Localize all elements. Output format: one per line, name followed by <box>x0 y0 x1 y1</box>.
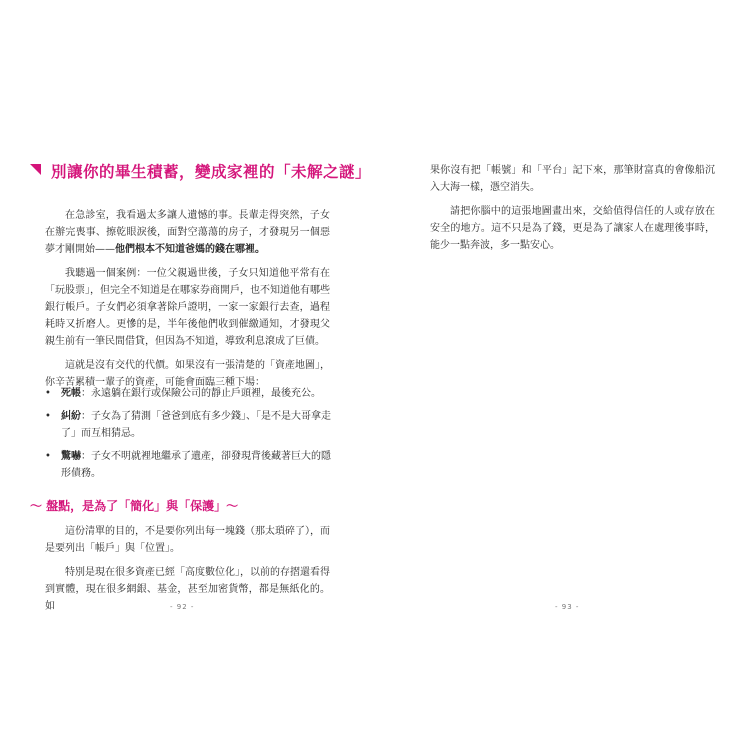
paragraph-bold-text: 他們根本不知道爸媽的錢在哪裡。 <box>115 244 265 255</box>
paragraph <box>45 265 330 350</box>
chapter-heading-text: 別讓你的畢生積蓄，變成家裡的「未解之謎」 <box>51 162 372 181</box>
paragraph-text: 這就是沒有交代的代價。如果沒有一張清楚的「資產地圖」，你辛苦累積一輩子的資產，可能會面臨三種下場： <box>45 360 330 388</box>
paragraph <box>45 207 330 258</box>
paragraph: 果你沒有把「帳號」和「平台」記下來，那筆財富真的會像船沉入大海一樣，憑空消失。 <box>430 165 715 193</box>
section-heading: ～ 盤點，是為了「簡化」與「保護」～ <box>30 499 239 513</box>
chapter-heading <box>30 160 372 182</box>
bullet-text: ：子女不明就裡地繼承了遺產，卻發現背後藏著巨大的隱形債務。 <box>61 451 331 479</box>
bullet-text: ：子女為了猜測「爸爸到底有多少錢」、「是不是大哥拿走了」而互相猜忌。 <box>61 411 331 439</box>
list-item <box>45 448 335 482</box>
paragraph: 特別是現在很多資產已經「高度數位化」，以前的存摺還看得到實體，現在很多網銀、基金，甚至加密貨幣，都是無紙化的。如 <box>45 567 330 612</box>
bullet-label: 驚嚇 <box>61 451 81 462</box>
body-text <box>45 207 330 398</box>
bullet-label: 死帳 <box>61 388 81 399</box>
paragraph: 這份清單的目的，不是要你列出每一塊錢（那太瑣碎了），而是要列出「帳戶」與「位置」。 <box>45 526 330 554</box>
bullet-icon: • <box>45 411 51 422</box>
bullet-text: ：永遠躺在銀行或保險公司的靜止戶頭裡，最後充公。 <box>81 388 321 399</box>
page-number: - 93 - <box>555 603 580 611</box>
list-item <box>45 385 335 402</box>
bullet-icon: • <box>45 451 51 462</box>
right-page <box>375 0 750 750</box>
paragraph: 請把你腦中的這張地圖畫出來，交給值得信任的人或存放在安全的地方。這不只是為了錢，更是為了讓家人在處理後事時，能少一點奔波，多一點安心。 <box>430 206 715 251</box>
triangle-marker-icon <box>30 164 41 175</box>
list-item <box>45 408 335 442</box>
bullet-label: 糾紛 <box>61 411 81 422</box>
page-number: - 92 - <box>170 603 195 611</box>
paragraph-text: 我聽過一個案例：一位父親過世後，子女只知道他平常有在「玩股票」，但完全不知道是在哪家券商開戶，也不知道他有哪些銀行帳戶。子女們必須拿著除戶證明，一家一家銀行去查，過程耗時又折磨人。更慘的是，半年後他們收到催繳通知，才發現父親生前有一筆民間借貸，但因為不知道，導致利息滾成了巨債。 <box>45 268 330 347</box>
body-text <box>430 162 715 261</box>
paragraph-text: 在急診室，我看過太多讓人遺憾的事。長輩走得突然，子女在辦完喪事、擦乾眼淚後，面對空蕩蕩的房子，才發現另一個惡夢才剛開始—— <box>45 210 330 255</box>
bullet-icon: • <box>45 388 51 399</box>
bullet-list <box>45 385 335 488</box>
